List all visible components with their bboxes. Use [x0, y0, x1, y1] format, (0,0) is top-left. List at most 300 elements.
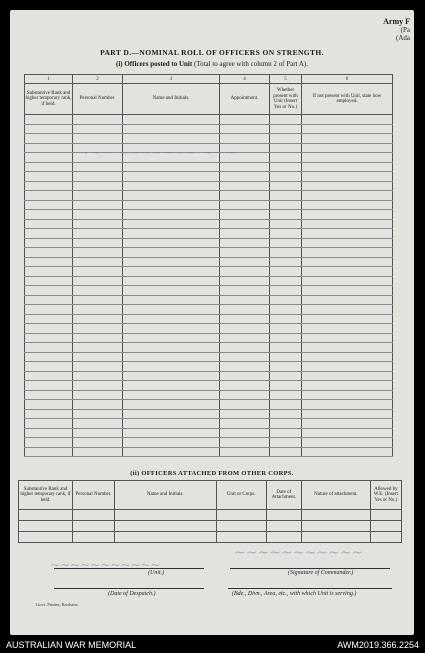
table-cell: [302, 191, 393, 201]
table-cell: [216, 521, 266, 532]
officers-table: [24, 74, 393, 457]
table-cell: [73, 295, 123, 305]
table-cell: [123, 286, 220, 296]
table-cell: [270, 447, 302, 457]
table-cell: [19, 510, 73, 521]
table-cell: [25, 229, 73, 239]
form-number: Army F (Pa (Ada: [383, 17, 410, 42]
table-cell: [302, 324, 393, 334]
table-cell: [25, 438, 73, 448]
table-row: [25, 115, 393, 125]
table-cell: [270, 400, 302, 410]
table-row: [19, 510, 402, 521]
table-cell: [25, 314, 73, 324]
table-cell: [123, 115, 220, 125]
table-row: [25, 191, 393, 201]
table-cell: [270, 352, 302, 362]
table-cell: [123, 428, 220, 438]
table-cell: [270, 362, 302, 372]
table-cell: [123, 181, 220, 191]
table-cell: [270, 419, 302, 429]
table-cell: [73, 428, 123, 438]
document-page: [10, 10, 414, 635]
table-row: [25, 419, 393, 429]
table-cell: [73, 257, 123, 267]
table-cell: [73, 162, 123, 172]
table-cell: [25, 172, 73, 182]
column-header: Name and Initials.: [123, 84, 220, 115]
commander-label: (Signature of Commander.): [288, 570, 354, 576]
table-row: [25, 428, 393, 438]
table-row: [25, 324, 393, 334]
table-cell: [216, 510, 266, 521]
dispatch-date-line: [54, 588, 204, 589]
table-cell: [220, 210, 270, 220]
footer-accession-number: AWM2019.366.2254: [337, 640, 419, 650]
column-header: Substantive Rank and higher temporary rank, if held.: [19, 481, 73, 510]
table-cell: [270, 200, 302, 210]
unit-label: (Unit.): [148, 570, 165, 576]
table-cell: [73, 371, 123, 381]
table-cell: [220, 333, 270, 343]
faint-handwritten-unit: ~~~~~~~~~~~: [50, 558, 161, 572]
table-cell: [220, 229, 270, 239]
table-cell: [302, 362, 393, 372]
table-cell: [220, 362, 270, 372]
table-cell: [123, 352, 220, 362]
table-cell: [73, 276, 123, 286]
table-cell: [220, 181, 270, 191]
table-cell: [114, 532, 216, 543]
table-cell: [220, 172, 270, 182]
dispatch-date-label: (Date of Despatch.): [108, 591, 156, 597]
table-cell: [73, 409, 123, 419]
table-cell: [220, 257, 270, 267]
table-cell: [25, 162, 73, 172]
table-cell: [302, 305, 393, 315]
table-cell: [220, 124, 270, 134]
table-cell: [302, 314, 393, 324]
unit-signature-line: [54, 568, 204, 569]
table-cell: [302, 124, 393, 134]
table-cell: [25, 153, 73, 163]
table-row: [25, 162, 393, 172]
table-cell: [25, 257, 73, 267]
table-row: [25, 447, 393, 457]
area-line: [228, 588, 392, 589]
table-cell: [220, 390, 270, 400]
table-row: [25, 172, 393, 182]
column-header: Personal Number.: [73, 481, 115, 510]
table-cell: [123, 333, 220, 343]
table-cell: [73, 438, 123, 448]
table-cell: [123, 134, 220, 144]
table-cell: [25, 143, 73, 153]
table-cell: [73, 400, 123, 410]
table-row: [25, 305, 393, 315]
table-cell: [19, 532, 73, 543]
table-cell: [302, 200, 393, 210]
table-cell: [123, 447, 220, 457]
table-cell: [220, 314, 270, 324]
table-cell: [220, 267, 270, 277]
table-cell: [302, 172, 393, 182]
column-number: 3: [123, 75, 220, 84]
table-cell: [220, 381, 270, 391]
table-cell: [123, 210, 220, 220]
table-cell: [220, 162, 270, 172]
table-row: [25, 276, 393, 286]
form-title: PART D.—NOMINAL ROLL OF OFFICERS ON STRENGTH.: [100, 48, 324, 57]
table-cell: [73, 352, 123, 362]
table-cell: [25, 276, 73, 286]
table-cell: [302, 286, 393, 296]
table-cell: [123, 267, 220, 277]
table-row: [25, 381, 393, 391]
column-header: Whether present with Unit (Insert Yes or No.): [270, 84, 302, 115]
table-cell: [73, 286, 123, 296]
column-header: Date of Attachment.: [266, 481, 301, 510]
table-row: [25, 219, 393, 229]
column-header: Name and Initials.: [114, 481, 216, 510]
table-cell: [302, 400, 393, 410]
table-cell: [302, 143, 393, 153]
table-cell: [73, 305, 123, 315]
table-cell: [302, 333, 393, 343]
table-cell: [220, 428, 270, 438]
table-cell: [302, 419, 393, 429]
table-row: [25, 286, 393, 296]
table-cell: [270, 219, 302, 229]
table-cell: [25, 115, 73, 125]
table-cell: [73, 381, 123, 391]
table-cell: [302, 438, 393, 448]
table-row: [19, 521, 402, 532]
table-cell: [302, 521, 371, 532]
table-cell: [123, 219, 220, 229]
table-cell: [25, 362, 73, 372]
table-cell: [270, 162, 302, 172]
table-cell: [220, 200, 270, 210]
table-cell: [73, 419, 123, 429]
table-cell: [123, 248, 220, 258]
table-cell: [270, 172, 302, 182]
table-cell: [73, 191, 123, 201]
table-cell: [73, 333, 123, 343]
table-cell: [270, 295, 302, 305]
column-number: 5: [270, 75, 302, 84]
section2-title: (ii) OFFICERS ATTACHED FROM OTHER CORPS.: [130, 470, 294, 477]
table-cell: [73, 521, 115, 532]
table-cell: [25, 248, 73, 258]
table-cell: [302, 267, 393, 277]
table-cell: [73, 124, 123, 134]
table-row: [25, 200, 393, 210]
table-cell: [25, 352, 73, 362]
table-cell: [302, 219, 393, 229]
table-cell: [25, 333, 73, 343]
table-cell: [302, 390, 393, 400]
table-cell: [73, 238, 123, 248]
table-cell: [19, 521, 73, 532]
table-cell: [302, 510, 371, 521]
table-cell: [220, 134, 270, 144]
table-cell: [123, 305, 220, 315]
column-number-row: [25, 75, 393, 84]
table-cell: [220, 191, 270, 201]
table-cell: [25, 134, 73, 144]
table-cell: [302, 257, 393, 267]
table-cell: [270, 314, 302, 324]
table-cell: [270, 381, 302, 391]
table-cell: [25, 305, 73, 315]
table-cell: [123, 362, 220, 372]
table-row: [25, 267, 393, 277]
table-cell: [220, 276, 270, 286]
table-cell: [123, 314, 220, 324]
table-cell: [25, 428, 73, 438]
table-cell: [220, 305, 270, 315]
table-row: [25, 352, 393, 362]
column-header: Personal Number.: [73, 84, 123, 115]
table-cell: [123, 371, 220, 381]
table-cell: [123, 409, 220, 419]
table-row: [25, 390, 393, 400]
table-cell: [123, 295, 220, 305]
table-cell: [220, 447, 270, 457]
table-cell: [270, 438, 302, 448]
table-cell: [25, 343, 73, 353]
table-cell: [220, 343, 270, 353]
table-cell: [25, 324, 73, 334]
table-cell: [73, 267, 123, 277]
table-cell: [25, 371, 73, 381]
table-cell: [114, 510, 216, 521]
table-row: [25, 238, 393, 248]
table-cell: [73, 532, 115, 543]
table-cell: [220, 238, 270, 248]
table-cell: [25, 419, 73, 429]
table-cell: [25, 210, 73, 220]
table-row: [25, 362, 393, 372]
table-cell: [220, 286, 270, 296]
attached-header-row: [19, 481, 402, 510]
table-cell: [270, 371, 302, 381]
table-row: [25, 257, 393, 267]
table-cell: [73, 172, 123, 182]
table-cell: [270, 267, 302, 277]
table-cell: [302, 428, 393, 438]
table-cell: [114, 521, 216, 532]
table-cell: [123, 191, 220, 201]
table-cell: [123, 381, 220, 391]
table-cell: [270, 333, 302, 343]
table-cell: [73, 219, 123, 229]
table-cell: [270, 305, 302, 315]
table-cell: [270, 257, 302, 267]
table-cell: [25, 409, 73, 419]
table-cell: [270, 143, 302, 153]
table-cell: [302, 295, 393, 305]
table-cell: [302, 371, 393, 381]
table-cell: [220, 409, 270, 419]
table-row: [25, 438, 393, 448]
table-cell: [73, 210, 123, 220]
table-cell: [370, 532, 401, 543]
table-cell: [123, 438, 220, 448]
table-cell: [302, 134, 393, 144]
table-cell: [73, 181, 123, 191]
column-number: 1: [25, 75, 73, 84]
table-cell: [25, 267, 73, 277]
table-cell: [302, 343, 393, 353]
column-header: Unit or Corps.: [216, 481, 266, 510]
table-cell: [25, 191, 73, 201]
table-cell: [73, 115, 123, 125]
table-cell: [123, 276, 220, 286]
commander-signature-line: [230, 568, 390, 569]
table-row: [25, 295, 393, 305]
table-cell: [123, 324, 220, 334]
table-cell: [302, 248, 393, 258]
table-row: [25, 314, 393, 324]
table-cell: [220, 400, 270, 410]
table-cell: [73, 200, 123, 210]
table-cell: [270, 286, 302, 296]
table-cell: [123, 400, 220, 410]
table-cell: [73, 324, 123, 334]
table-cell: [73, 134, 123, 144]
table-cell: [270, 153, 302, 163]
table-cell: [73, 447, 123, 457]
table-cell: [220, 371, 270, 381]
footer-credit: AUSTRALIAN WAR MEMORIAL: [6, 640, 137, 650]
table-cell: [266, 532, 301, 543]
table-cell: [25, 238, 73, 248]
table-cell: [302, 409, 393, 419]
column-header: Substantive Rank and higher temporary rank, if held.: [25, 84, 73, 115]
table-cell: [370, 510, 401, 521]
table-cell: [220, 352, 270, 362]
table-row: [25, 409, 393, 419]
table-cell: [220, 295, 270, 305]
table-cell: [270, 238, 302, 248]
table-cell: [216, 532, 266, 543]
table-cell: [270, 409, 302, 419]
table-row: [25, 400, 393, 410]
table-cell: [220, 419, 270, 429]
table-cell: [220, 115, 270, 125]
area-label: (Bde., Divn., Area, etc., with which Unit is serving.): [232, 591, 357, 597]
column-number: 4: [220, 75, 270, 84]
table-cell: [302, 210, 393, 220]
table-cell: [123, 257, 220, 267]
table-cell: [220, 324, 270, 334]
table-cell: [73, 390, 123, 400]
column-number: 6: [302, 75, 393, 84]
table-cell: [270, 390, 302, 400]
table-cell: [123, 343, 220, 353]
table-cell: [25, 200, 73, 210]
table-cell: [270, 181, 302, 191]
table-cell: [270, 276, 302, 286]
table-cell: [123, 390, 220, 400]
faint-pencil-marks: ~~~ ~~~~~~~ ~~~: [80, 146, 237, 159]
column-number: 2: [73, 75, 123, 84]
table-cell: [270, 343, 302, 353]
table-cell: [25, 400, 73, 410]
table-cell: [220, 248, 270, 258]
table-row: [25, 248, 393, 258]
table-cell: [270, 248, 302, 258]
table-row: [25, 134, 393, 144]
column-header: Appointment.: [220, 84, 270, 115]
table-cell: [25, 181, 73, 191]
table-cell: [73, 510, 115, 521]
table-row: [25, 229, 393, 239]
column-header: Nature of attachment.: [302, 481, 371, 510]
table-cell: [302, 181, 393, 191]
table-cell: [266, 521, 301, 532]
table-cell: [302, 229, 393, 239]
table-row: [25, 333, 393, 343]
table-cell: [123, 172, 220, 182]
table-cell: [302, 238, 393, 248]
table-cell: [123, 238, 220, 248]
table-row: [25, 371, 393, 381]
table-cell: [25, 286, 73, 296]
attached-table-body: [19, 510, 402, 543]
table-cell: [25, 219, 73, 229]
table-cell: [220, 219, 270, 229]
table-row: [19, 532, 402, 543]
table-cell: [270, 115, 302, 125]
table-cell: [302, 447, 393, 457]
attached-officers-table: [18, 480, 402, 543]
table-cell: [302, 276, 393, 286]
column-header-row: [25, 84, 393, 115]
table-cell: [73, 229, 123, 239]
table-row: [25, 210, 393, 220]
column-header: Allowed by W.E. (Insert Yes or No.): [370, 481, 401, 510]
table-row: [25, 124, 393, 134]
table-cell: [123, 229, 220, 239]
table-cell: [123, 200, 220, 210]
table-cell: [25, 390, 73, 400]
table-cell: [302, 532, 371, 543]
table-cell: [270, 210, 302, 220]
faint-handwritten-signature: ~~~~~~~~~~~: [234, 545, 364, 561]
table-cell: [25, 295, 73, 305]
table-cell: [270, 324, 302, 334]
table-cell: [25, 381, 73, 391]
table-cell: [302, 162, 393, 172]
section1-title: (i) Officers posted to Unit (Total to agree with column 2 of Part A).: [116, 60, 308, 68]
table-cell: [123, 419, 220, 429]
table-cell: [266, 510, 301, 521]
table-cell: [123, 124, 220, 134]
table-cell: [270, 124, 302, 134]
table-cell: [302, 115, 393, 125]
table-cell: [73, 362, 123, 372]
officers-table-body: [25, 115, 393, 457]
table-row: [25, 343, 393, 353]
table-cell: [270, 134, 302, 144]
table-cell: [73, 314, 123, 324]
table-cell: [25, 124, 73, 134]
table-cell: [220, 438, 270, 448]
table-cell: [270, 191, 302, 201]
